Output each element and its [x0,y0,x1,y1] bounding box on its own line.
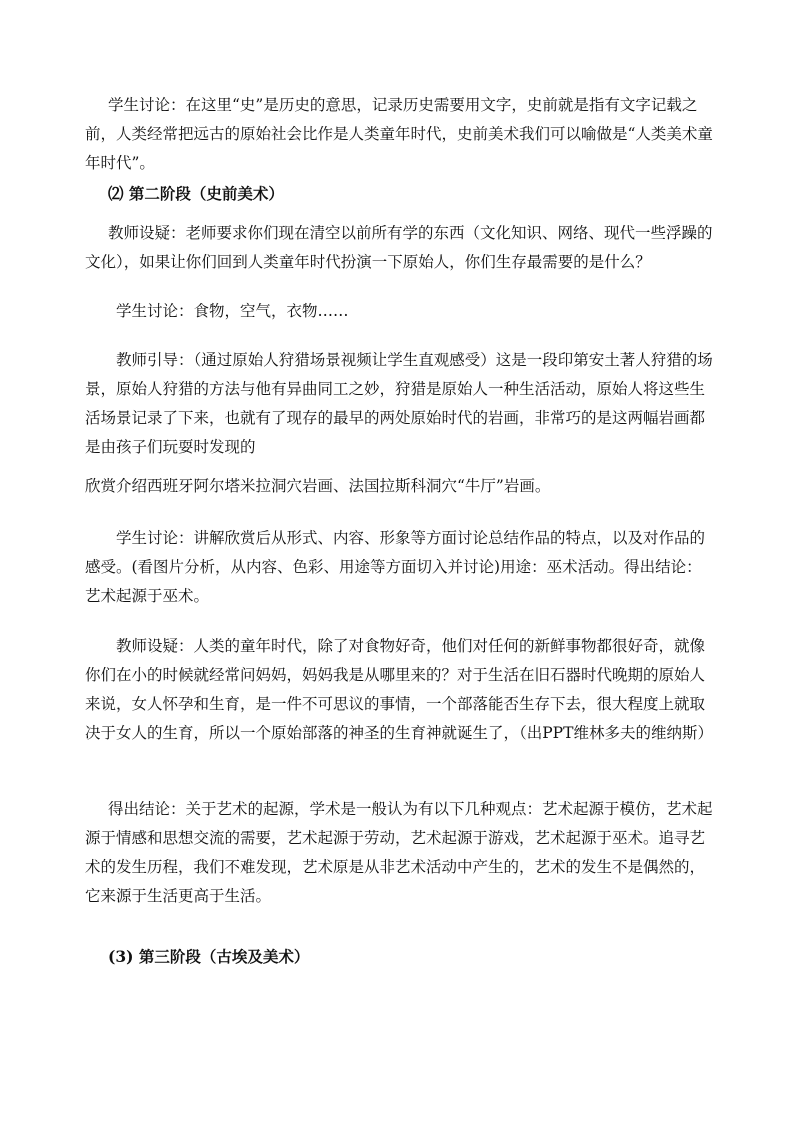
heading-stage-two: ⑵ 第二阶段（史前美术） [108,184,284,203]
paragraph-appreciation: 欣赏介绍西班牙阿尔塔米拉洞穴岩画、法国拉斯科洞穴“牛厅”岩画。 [85,477,551,495]
paragraph-student-discussion-1: 学生讨论：在这里“史”是历史的意思，记录历史需要用文字，史前就是指有文字记载之前，人类经常把远古的原始社会比作是人类童年时代，史前美术我们可以喻做是“人类美术童年时代”。 [85,96,713,172]
paragraph-conclusion: 得出结论：关于艺术的起源，学术是一般认为有以下几种观点：艺术起源于模仿，艺术起源于情感和思想交流的需要，艺术起源于劳动，艺术起源于游戏，艺术起源于巫术。追寻艺术的发生历程，我们不难发现，艺术原是从非艺术活动中产生的，艺术的发生不是偶然的，它来源于生活更高于生活。 [85,800,713,905]
heading-stage-three: (3) 第三阶段（古埃及美术） [108,947,310,966]
paragraph-teacher-guide: 教师引导：（通过原始人狩猎场景视频让学生直观感受）这是一段印第安土著人狩猎的场景，原始人狩猎的方法与他有异曲同工之妙，狩猎是原始人一种生活活动，原始人将这些生活场景记录了下来，也就有了现存的最早的两处原始时代的岩画，非常巧的是这两幅岩画都是由孩子们玩耍时发现的 [85,351,713,456]
paragraph-teacher-question-2: 教师设疑：人类的童年时代，除了对食物好奇，他们对任何的新鲜事物都很好奇，就像你们在小的时候就经常问妈妈，妈妈我是从哪里来的？对于生活在旧石器时代晚期的原始人来说，女人怀孕和生育，是一件不可思议的事情，一个部落能否生存下去，很大程度上就取决于女人的生育，所以一个原始部落的神圣的生育神就诞生了，（出PPT维林多夫的维纳斯） [85,637,713,742]
paragraph-student-discussion-2: 学生讨论：食物，空气，衣物…… [116,302,349,320]
paragraph-teacher-question-1: 教师设疑：老师要求你们现在清空以前所有学的东西（文化知识、网络、现代一些浮躁的文化），如果让你们回到人类童年时代扮演一下原始人，你们生存最需要的是什么？ [85,224,713,271]
paragraph-student-discussion-3: 学生讨论：讲解欣赏后从形式、内容、形象等方面讨论总结作品的特点，以及对作品的感受。(看图片分析，从内容、色彩、用途等方面切入并讨论)用途：巫术活动。得出结论：艺术起源于巫术。 [85,529,706,605]
